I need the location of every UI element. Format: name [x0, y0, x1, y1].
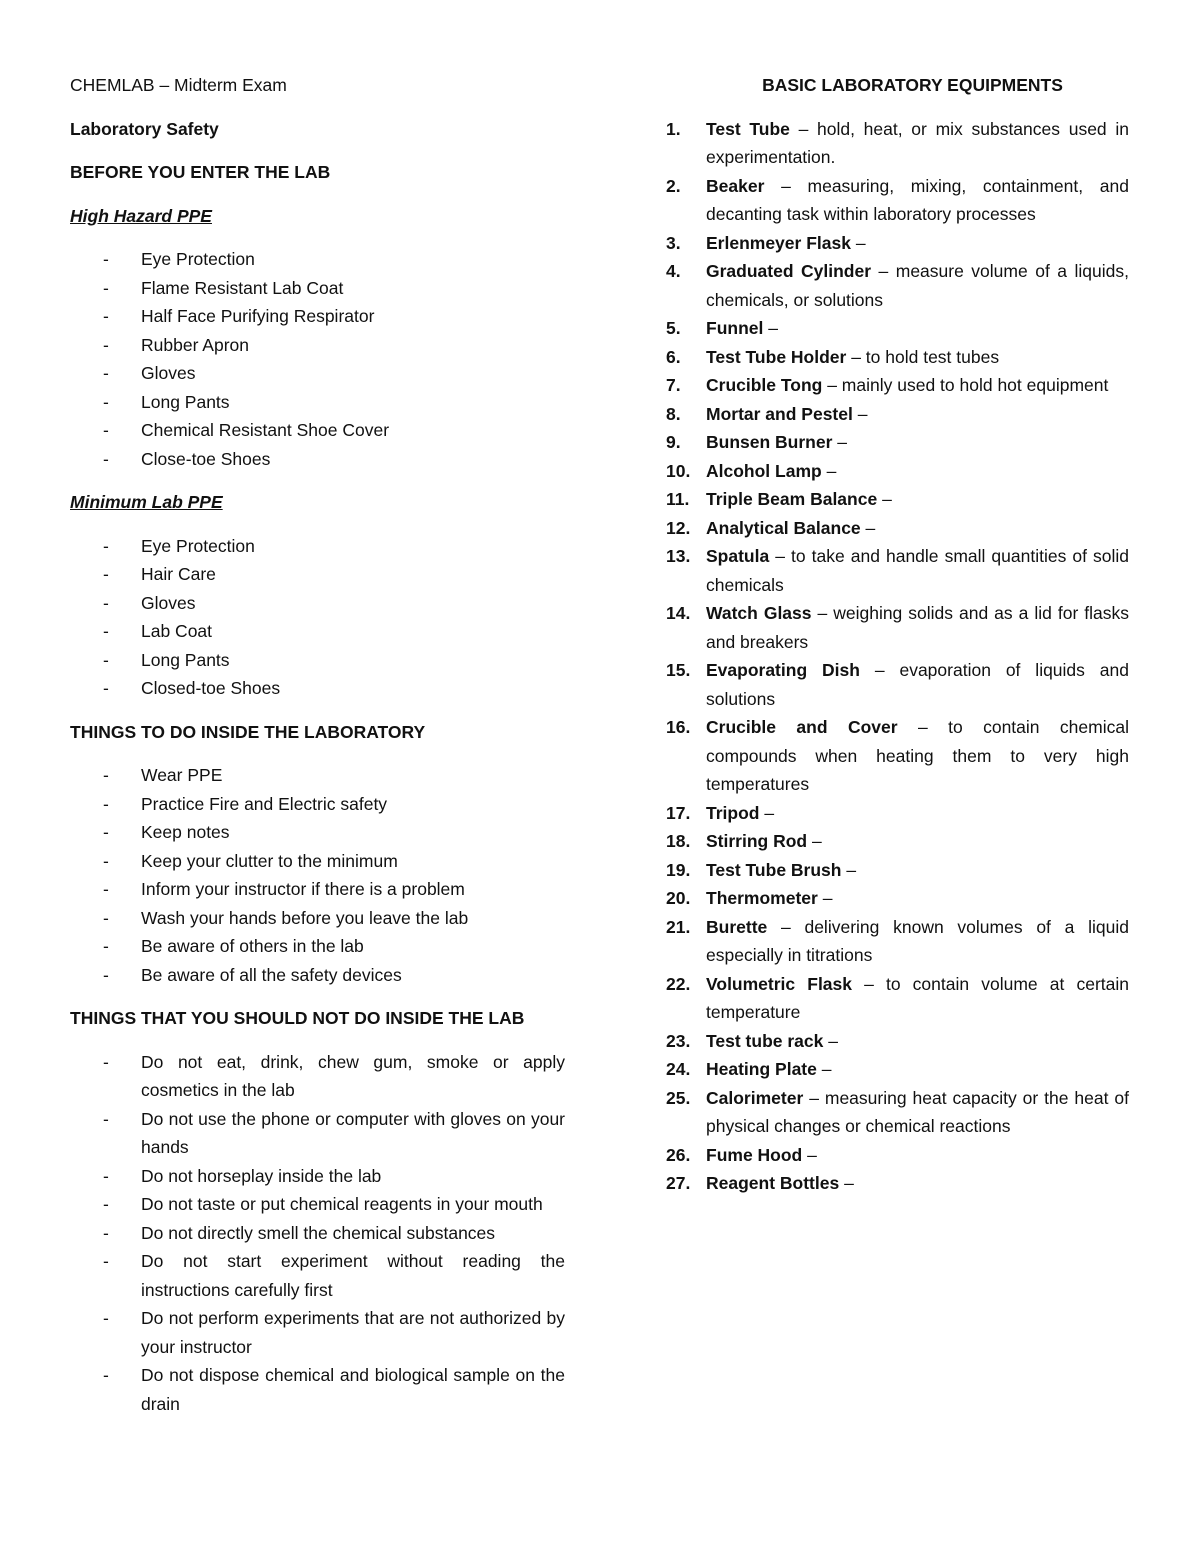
equipment-name: Mortar and Pestel	[706, 403, 853, 424]
equipment-item	[666, 970, 1129, 1027]
equipment-name: Test Tube Brush	[706, 859, 842, 880]
equipment-name: Tripod	[706, 802, 760, 823]
list-item	[70, 674, 565, 703]
dash-bullet: -	[103, 1308, 109, 1328]
dash-bullet: -	[103, 1051, 109, 1072]
equipment-number: 1.	[666, 118, 681, 139]
equipment-item	[666, 343, 1129, 372]
list-item	[70, 818, 565, 847]
things-not-to-do-heading: THINGS THAT YOU SHOULD NOT DO INSIDE THE LAB	[70, 1008, 525, 1028]
equipment-description: – to hold test tubes	[846, 346, 1000, 367]
list-item-text: Wear PPE	[141, 765, 223, 785]
list-item	[70, 1247, 565, 1304]
dash-bullet: -	[103, 363, 109, 383]
equipment-number: 25.	[666, 1087, 691, 1108]
equipment-name: Graduated Cylinder	[706, 261, 872, 281]
high-hazard-ppe-list	[70, 245, 565, 473]
equipment-item	[666, 172, 1129, 229]
dash-bullet: -	[103, 678, 109, 698]
list-item	[70, 847, 565, 876]
dash-bullet: -	[103, 277, 109, 298]
equipment-description: – to contain chemical compounds when heating them to very high temperatures	[706, 717, 1129, 794]
dash-bullet: -	[103, 850, 109, 871]
equipment-number: 11.	[666, 489, 690, 509]
list-item-text: Do not horseplay inside the lab	[141, 1165, 382, 1186]
equipment-item	[666, 485, 1129, 514]
equipment-name: Heating Plate	[706, 1059, 817, 1079]
dash-bullet: -	[103, 822, 109, 842]
list-item	[70, 532, 565, 561]
equipment-description: – to contain volume at certain temperature	[706, 973, 1129, 1022]
equipment-description: –	[852, 403, 868, 424]
equipment-item	[666, 115, 1129, 172]
dash-bullet: -	[103, 249, 109, 269]
equipment-description: –	[821, 460, 837, 481]
equipment-name: Test tube rack	[706, 1030, 824, 1051]
equipment-number: 27.	[666, 1173, 691, 1193]
equipment-item	[666, 1169, 1129, 1198]
equipment-description: –	[839, 1173, 854, 1193]
equipment-description: –	[816, 1059, 832, 1079]
list-item	[70, 1304, 565, 1361]
list-item-text: Chemical Resistant Shoe Cover	[141, 420, 390, 440]
equipment-number: 26.	[666, 1144, 691, 1165]
list-item-text: Closed-toe Shoes	[141, 678, 281, 698]
equipment-description: – weighing solids and as a lid for flasks and breakers	[706, 603, 1129, 652]
equipment-item	[666, 1084, 1129, 1141]
list-item	[70, 617, 565, 646]
equipment-number: 15.	[666, 660, 691, 680]
list-item	[70, 388, 565, 417]
equipment-name: Analytical Balance	[706, 517, 861, 538]
equipment-description: –	[807, 831, 822, 851]
equipment-description: –	[817, 888, 833, 908]
dash-bullet: -	[103, 306, 109, 326]
equipment-number: 9.	[666, 432, 681, 452]
equipment-item	[666, 514, 1129, 543]
equipment-name: Test Tube Holder	[706, 346, 847, 367]
list-item-text: Practice Fire and Electric safety	[141, 793, 388, 814]
equipment-number: 3.	[666, 232, 681, 253]
equipment-description: – measuring heat capacity or the heat of physical changes or chemical reactions	[706, 1087, 1129, 1136]
equipment-name: Calorimeter	[706, 1087, 804, 1108]
list-item-text: Gloves	[141, 592, 196, 613]
list-item-text: Keep your clutter to the minimum	[141, 850, 398, 871]
equipment-number: 7.	[666, 375, 681, 395]
equipment-number: 2.	[666, 175, 681, 196]
list-item-text: Lab Coat	[141, 621, 213, 641]
list-item	[70, 646, 565, 675]
equipment-item	[666, 400, 1129, 429]
list-item-text: Do not directly smell the chemical substances	[141, 1222, 496, 1243]
dash-bullet: -	[103, 1251, 109, 1271]
equipment-item	[666, 827, 1129, 856]
equipment-item	[666, 428, 1129, 457]
equipment-item	[666, 542, 1129, 599]
equipment-item	[666, 713, 1129, 799]
equipment-item	[666, 371, 1129, 400]
list-item	[70, 904, 565, 933]
section-before-entering: BEFORE YOU ENTER THE LAB	[70, 162, 331, 182]
list-item	[70, 932, 565, 961]
equipment-name: Beaker	[706, 175, 765, 196]
list-item-text: Keep notes	[141, 822, 230, 842]
high-hazard-ppe-heading: High Hazard PPE	[70, 205, 212, 226]
equipment-number: 16.	[666, 717, 691, 737]
dash-bullet: -	[103, 793, 109, 814]
minimum-lab-ppe-heading: Minimum Lab PPE	[70, 492, 223, 512]
equipment-number: 18.	[666, 831, 691, 851]
course-title: CHEMLAB – Midterm Exam	[70, 75, 287, 95]
equipment-description: –	[759, 802, 775, 823]
equipment-item	[666, 656, 1129, 713]
equipment-item	[666, 1027, 1129, 1056]
equipment-description: –	[832, 432, 848, 452]
equipment-number: 4.	[666, 261, 681, 281]
list-item-text: Hair Care	[141, 564, 216, 584]
equipment-item	[666, 457, 1129, 486]
list-item	[70, 560, 565, 589]
equipment-item	[666, 257, 1129, 314]
equipment-name: Erlenmeyer Flask	[706, 232, 851, 253]
list-item-text: Be aware of others in the lab	[141, 936, 364, 956]
equipment-item	[666, 1055, 1129, 1084]
list-item	[70, 961, 565, 990]
list-item	[70, 875, 565, 904]
equipment-description: –	[860, 517, 876, 538]
equipment-description: – evaporation of liquids and solutions	[706, 660, 1130, 709]
equipment-item	[666, 856, 1129, 885]
equipment-name: Evaporating Dish	[706, 660, 860, 680]
dash-bullet: -	[103, 420, 109, 440]
equipment-number: 5.	[666, 318, 681, 338]
equipment-name: Volumetric Flask	[706, 973, 853, 994]
equipment-list	[666, 115, 1129, 1198]
equipment-name: Crucible and Cover	[706, 717, 898, 737]
equipment-name: Fume Hood	[706, 1144, 803, 1165]
dash-bullet: -	[103, 448, 109, 469]
list-item-text: Gloves	[141, 363, 196, 383]
equipment-name: Test Tube	[706, 118, 790, 139]
equipment-name: Crucible Tong	[706, 375, 823, 395]
left-column	[70, 71, 565, 1433]
dash-bullet: -	[103, 592, 109, 613]
list-item-text: Do not dispose chemical and biological sample on the drain	[141, 1365, 565, 1414]
list-item-text: Half Face Purifying Respirator	[141, 306, 375, 326]
dash-bullet: -	[103, 535, 109, 556]
dash-bullet: -	[103, 936, 109, 956]
equipment-description: – hold, heat, or mix substances used in experimentation.	[706, 118, 1129, 167]
equipment-number: 19.	[666, 859, 691, 880]
list-item	[70, 274, 565, 303]
dash-bullet: -	[103, 1165, 109, 1186]
equipment-name: Stirring Rod	[706, 831, 808, 851]
list-item-text: Rubber Apron	[141, 334, 249, 355]
equipment-title: BASIC LABORATORY EQUIPMENTS	[762, 75, 1063, 95]
list-item	[70, 331, 565, 360]
equipment-name: Funnel	[706, 318, 764, 338]
equipment-number: 17.	[666, 802, 691, 823]
list-item-text: Wash your hands before you leave the lab	[141, 907, 469, 928]
equipment-number: 22.	[666, 973, 691, 994]
dash-bullet: -	[103, 649, 109, 670]
list-item-text: Flame Resistant Lab Coat	[141, 277, 344, 298]
list-item-text: Do not eat, drink, chew gum, smoke or apply cosmetics in the lab	[141, 1051, 565, 1100]
equipment-description: – mainly used to hold hot equipment	[822, 375, 1109, 395]
dash-bullet: -	[103, 765, 109, 785]
equipment-description: – measuring, mixing, containment, and decanting task within laboratory processes	[706, 175, 1129, 224]
equipment-description: – delivering known volumes of a liquid especially in titrations	[706, 916, 1129, 965]
equipment-number: 23.	[666, 1030, 691, 1051]
equipment-item	[666, 884, 1129, 913]
equipment-number: 10.	[666, 460, 691, 481]
equipment-description: –	[763, 318, 778, 338]
equipment-description: – to take and handle small quantities of solid chemicals	[706, 546, 1129, 595]
list-item	[70, 1361, 565, 1418]
list-item-text: Close-toe Shoes	[141, 448, 271, 469]
list-item-text: Do not use the phone or computer with gloves on your hands	[141, 1108, 565, 1157]
dash-bullet: -	[103, 964, 109, 985]
equipment-description: –	[841, 859, 857, 880]
equipment-description: –	[802, 1144, 817, 1165]
list-item-text: Do not taste or put chemical reagents in your mouth	[141, 1194, 543, 1214]
equipment-description: –	[877, 489, 892, 509]
equipment-description: – measure volume of a liquids, chemicals, or solutions	[706, 261, 1129, 310]
equipment-name: Triple Beam Balance	[706, 489, 878, 509]
equipment-name: Watch Glass	[706, 603, 812, 623]
list-item	[70, 302, 565, 331]
list-item	[70, 761, 565, 790]
equipment-name: Spatula	[706, 546, 770, 566]
dash-bullet: -	[103, 1194, 109, 1214]
list-item	[70, 1048, 565, 1105]
list-item-text: Long Pants	[141, 391, 230, 412]
list-item	[70, 1190, 565, 1219]
dash-bullet: -	[103, 621, 109, 641]
list-item-text: Long Pants	[141, 649, 230, 670]
equipment-description: –	[823, 1030, 838, 1051]
equipment-name: Alcohol Lamp	[706, 460, 822, 481]
equipment-number: 14.	[666, 603, 691, 623]
topic-heading: Laboratory Safety	[70, 118, 219, 139]
equipment-number: 21.	[666, 916, 691, 937]
equipment-number: 8.	[666, 403, 681, 424]
dash-bullet: -	[103, 391, 109, 412]
equipment-item	[666, 799, 1129, 828]
equipment-number: 13.	[666, 546, 691, 566]
minimum-lab-ppe-list	[70, 532, 565, 703]
equipment-number: 20.	[666, 888, 691, 908]
list-item-text: Eye Protection	[141, 535, 255, 556]
equipment-name: Reagent Bottles	[706, 1173, 840, 1193]
equipment-item	[666, 229, 1129, 258]
list-item	[70, 589, 565, 618]
equipment-item	[666, 1141, 1129, 1170]
equipment-name: Bunsen Burner	[706, 432, 833, 452]
dash-bullet: -	[103, 1222, 109, 1243]
list-item-text: Be aware of all the safety devices	[141, 964, 402, 985]
list-item	[70, 359, 565, 388]
list-item-text: Do not start experiment without reading the instructions carefully first	[141, 1251, 565, 1300]
equipment-name: Thermometer	[706, 888, 818, 908]
list-item	[70, 445, 565, 474]
list-item	[70, 790, 565, 819]
equipment-item	[666, 599, 1129, 656]
equipment-number: 24.	[666, 1059, 691, 1079]
list-item	[70, 245, 565, 274]
equipment-description: –	[850, 232, 866, 253]
dash-bullet: -	[103, 907, 109, 928]
list-item-text: Eye Protection	[141, 249, 255, 269]
equipment-number: 12.	[666, 517, 691, 538]
list-item	[70, 1219, 565, 1248]
dash-bullet: -	[103, 564, 109, 584]
equipment-name: Burette	[706, 916, 768, 937]
right-column	[666, 71, 1129, 1198]
things-to-do-heading: THINGS TO DO INSIDE THE LABORATORY	[70, 721, 426, 742]
list-item	[70, 1105, 565, 1162]
list-item-text: Inform your instructor if there is a problem	[141, 879, 465, 899]
list-item-text: Do not perform experiments that are not authorized by your instructor	[141, 1308, 565, 1357]
dash-bullet: -	[103, 334, 109, 355]
things-to-do-list	[70, 761, 565, 989]
dash-bullet: -	[103, 1108, 109, 1129]
things-not-to-do-list	[70, 1048, 565, 1419]
equipment-item	[666, 314, 1129, 343]
equipment-item	[666, 913, 1129, 970]
equipment-number: 6.	[666, 346, 681, 367]
list-item	[70, 416, 565, 445]
dash-bullet: -	[103, 879, 109, 899]
list-item	[70, 1162, 565, 1191]
dash-bullet: -	[103, 1365, 109, 1385]
